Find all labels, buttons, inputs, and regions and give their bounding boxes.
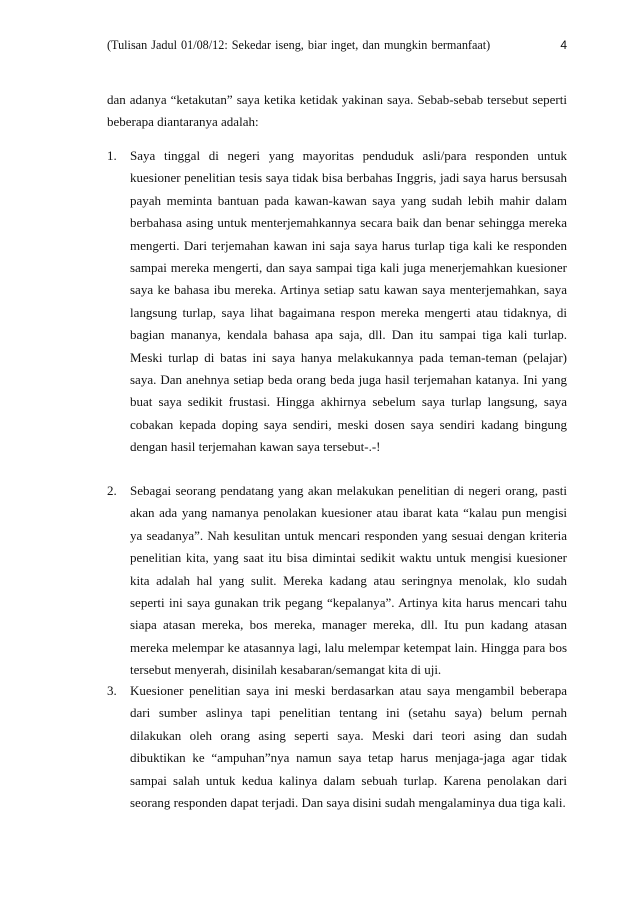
list-item-text: Saya tinggal di negeri yang mayoritas penduduk asli/para responden untuk kuesioner penelitian tesis saya tidak bisa berbahas Inggris, jadi saya harus bersusah payah meminta bantuan pada kawan-kawan saya yang sudah lebih mahir dalam berbahasa asing untuk menterjemahkannya secara baik dan benar sehingga mereka mengerti. Dari terjemahan kawan ini saja saya harus turlap tiga kali ke responden sampai mereka mengerti, dan saya sampai tiga kali juga menerjemahkan kuesioner saya ke bahasa ibu mereka. Artinya setiap satu kawan saya menterjemahkan, saya langsung turlap, saya lihat bagaimana respon mereka mengerti atau tidaknya, di bagian mananya, kendala bahasa apa saja, dll. Dan itu sampai tiga kali turlap. Meski turlap di batas ini saya hanya melakukannya pada teman-teman (pelajar) saya. Dan anehnya setiap beda orang beda juga hasil terjemahan katanya. Ini yang buat saya sedikit frustasi. Hingga akhirnya sebelum saya turlap langsung, saya cobakan kepada doping saya sendiri, meski dosen saya sendiri kadang bingung dengan hasil terjemahan kawan saya tersebut-.-! <box>130 148 567 455</box>
list-marker: 1. <box>107 148 117 163</box>
list-marker: 2. <box>107 483 117 498</box>
page-number: 4 <box>560 38 567 52</box>
list-marker: 3. <box>107 683 117 698</box>
page-header <box>107 37 567 53</box>
header-title: (Tulisan Jadul 01/08/12: Sekedar iseng, biar inget, dan mungkin bermanfaat) <box>107 38 491 52</box>
list-item-text: Kuesioner penelitian saya ini meski berdasarkan atau saya mengambil beberapa dari sumber aslinya tapi penelitian tentang ini (setahu saya) belum pernah dilakukan oleh orang asing seperti saya. Meski dari teori asing dan sudah dibuktikan ke “ampuhan”nya namun saya tetap harus menjaga-jaga agar tidak sampai salah untuk kedua kalinya dalam sebuah turlap. Karena penolakan dari seorang responden dapat terjadi. Dan saya disini sudah mengalaminya dua tiga kali. <box>130 683 567 811</box>
list-item-text: Sebagai seorang pendatang yang akan melakukan penelitian di negeri orang, pasti akan ada yang namanya penolakan kuesioner atau ibarat kata “kalau pun mengisi ya seadanya”. Nah kesulitan untuk mencari responden yang sesuai dengan kriteria penelitian kita, yang saat itu bisa dimintai sedikit waktu untuk mengisi kuesioner kita adalah hal yang sulit. Mereka kadang atau seringnya menolak, klo sudah seperti ini saya gunakan trik pegang “kepalanya”. Artinya kita harus mencari tahu siapa atasan mereka, bos mereka, manager mereka, dll. Itu pun kadang atasan mereka melempar ke atasannya lagi, lalu melempar ketempat lain. Hingga para bos tersebut menyerah, disinilah kesabaran/semangat kita di uji. <box>130 483 567 678</box>
intro-paragraph: dan adanya “ketakutan” saya ketika ketidak yakinan saya. Sebab-sebab tersebut seperti beberapa diantaranya adalah: <box>107 92 567 130</box>
